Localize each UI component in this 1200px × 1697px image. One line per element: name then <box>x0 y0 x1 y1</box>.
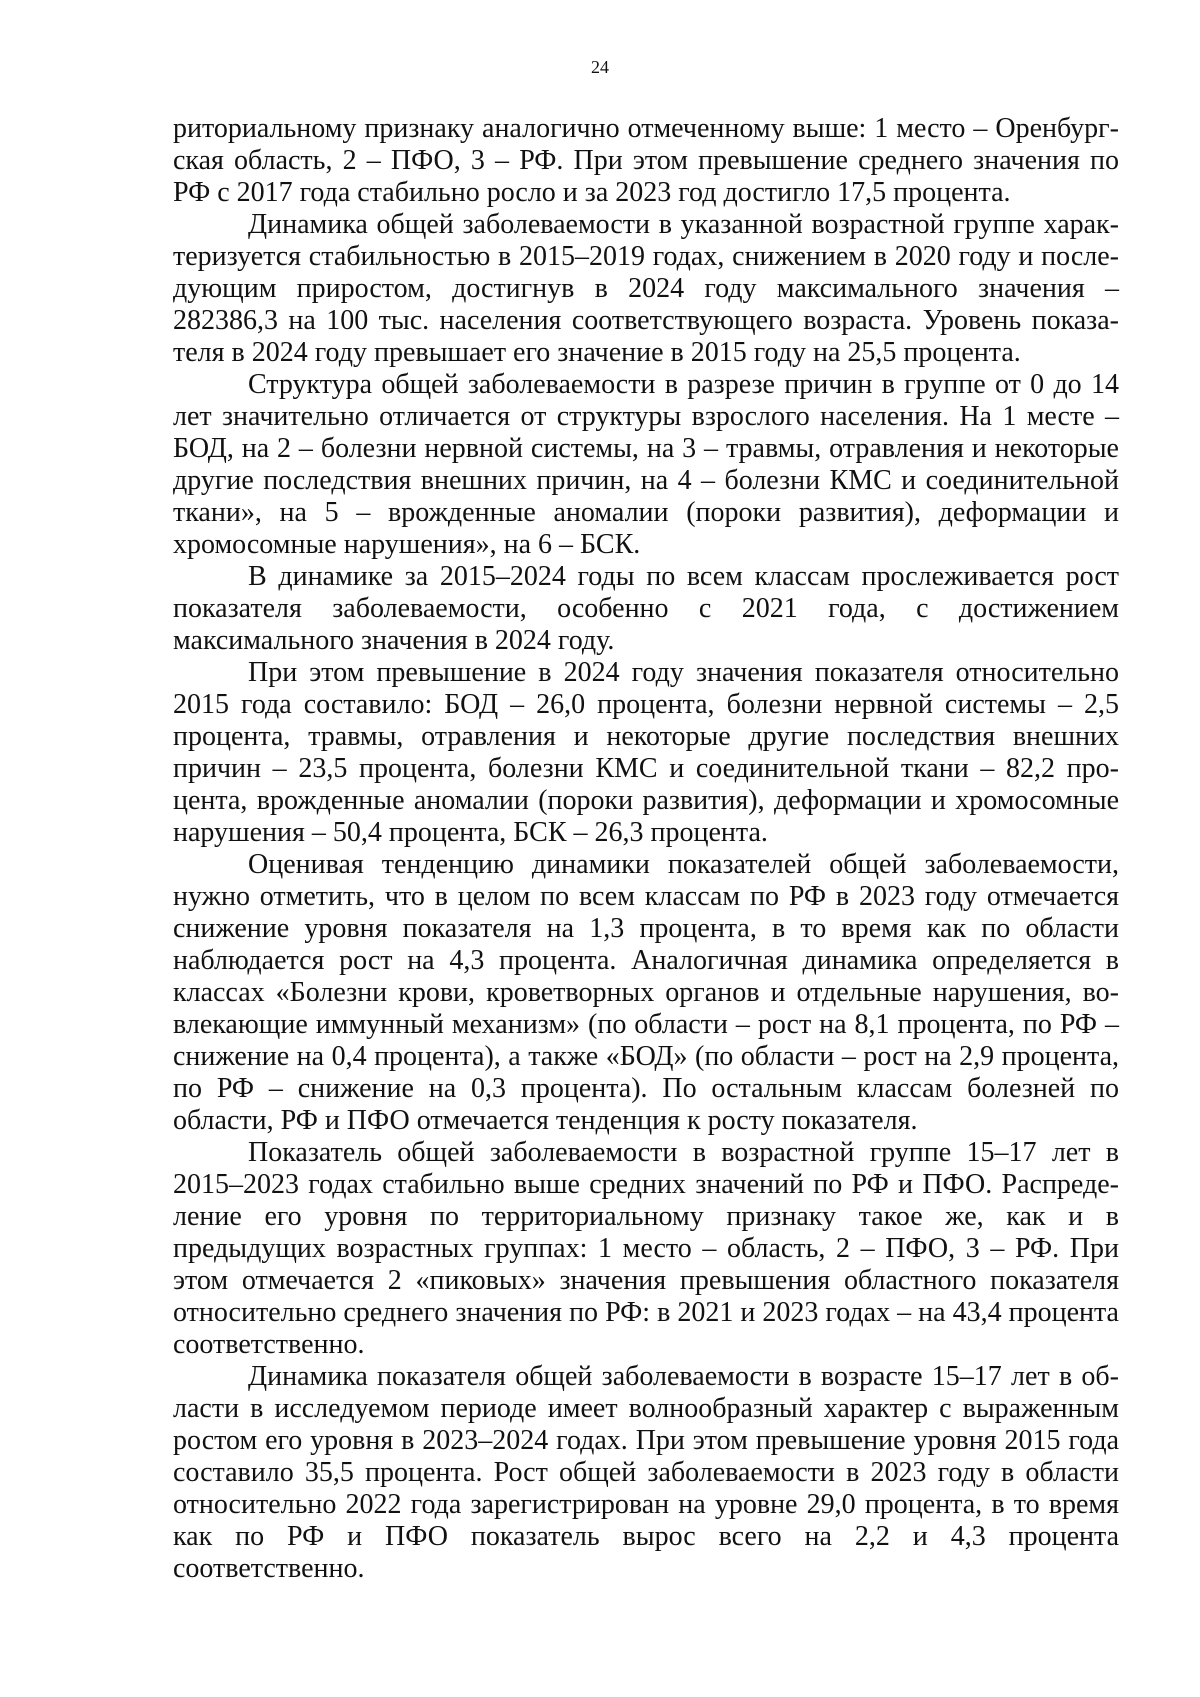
paragraph: В динамике за 2015–2024 годы по всем классам прослеживается рост показателя заболеваемости, особенно с 2021 года, с достижением максимального значения в 2024 году. <box>173 561 1119 656</box>
paragraph: Динамика показателя общей заболеваемости в возрасте 15–17 лет в области в исследуемом периоде имеет волнообразный характер с выраженным ростом его уровня в 2023–2024 годах. При этом превышение уровня 2015 года составило 35,5 процента. Рост общей заболеваемости в 2023 году в области относительно 2022 года зарегистрирован на уровне 29,0 процента, в то время как по РФ и ПФО показатель вырос всего на 2,2 и 4,3 процента соответственно. <box>173 1361 1119 1584</box>
paragraph: Показатель общей заболеваемости в возрастной группе 15–17 лет в 2015–2023 годах стабильно выше средних значений по РФ и ПФО. Распределение его уровня по территориальному признаку такое же, как и в предыдущих возрастных группах: 1 место – область, 2 – ПФО, 3 – РФ. При этом отмечается 2 «пиковых» значения превышения областного показателя относительно среднего значения по РФ: в 2021 и 2023 годах – на 43,4 процента соответственно. <box>173 1137 1119 1360</box>
paragraph: Структура общей заболеваемости в разрезе причин в группе от 0 до 14 лет значительно отличается от структуры взрослого населения. На 1 месте – БОД, на 2 – болезни нервной системы, на 3 – травмы, отравления и некоторые другие последствия внешних причин, на 4 – болезни КМС и соединительной ткани», на 5 – врожденные аномалии (пороки развития), деформации и хромосомные нарушения», на 6 – БСК. <box>173 369 1119 560</box>
paragraph-continuation: риториальному признаку аналогично отмеченному выше: 1 место – Оренбургская область, 2 – ПФО, 3 – РФ. При этом превышение среднего значения по РФ с 2017 года стабильно росло и за 2023 год достигло 17,5 процента. <box>173 113 1119 208</box>
page-number: 24 <box>591 57 609 77</box>
paragraph: Динамика общей заболеваемости в указанной возрастной группе характеризуется стабильностью в 2015–2019 годах, снижением в 2020 году и последующим приростом, достигнув в 2024 году максимального значения – 282386,3 на 100 тыс. населения соответствующего возраста. Уровень показателя в 2024 году превышает его значение в 2015 году на 25,5 процента. <box>173 209 1119 368</box>
paragraph: При этом превышение в 2024 году значения показателя относительно 2015 года составило: БОД – 26,0 процента, болезни нервной системы – 2,5 процента, травмы, отравления и некоторые другие последствия внешних причин – 23,5 процента, болезни КМС и соединительной ткани – 82,2 процента, врожденные аномалии (пороки развития), деформации и хромосомные нарушения – 50,4 процента, БСК – 26,3 процента. <box>173 657 1119 848</box>
paragraph: Оценивая тенденцию динамики показателей общей заболеваемости, нужно отметить, что в целом по всем классам по РФ в 2023 году отмечается снижение уровня показателя на 1,3 процента, в то время как по области наблюдается рост на 4,3 процента. Аналогичная динамика определяется в классах «Болезни крови, кроветворных органов и отдельные нарушения, вовлекающие иммунный механизм» (по области – рост на 8,1 процента, по РФ – снижение на 0,4 процента), а также «БОД» (по области – рост на 2,9 процента, по РФ – снижение на 0,3 процента). По остальным классам болезней по области, РФ и ПФО отмечается тенденция к росту показателя. <box>173 849 1119 1136</box>
document-body <box>173 113 1119 1585</box>
